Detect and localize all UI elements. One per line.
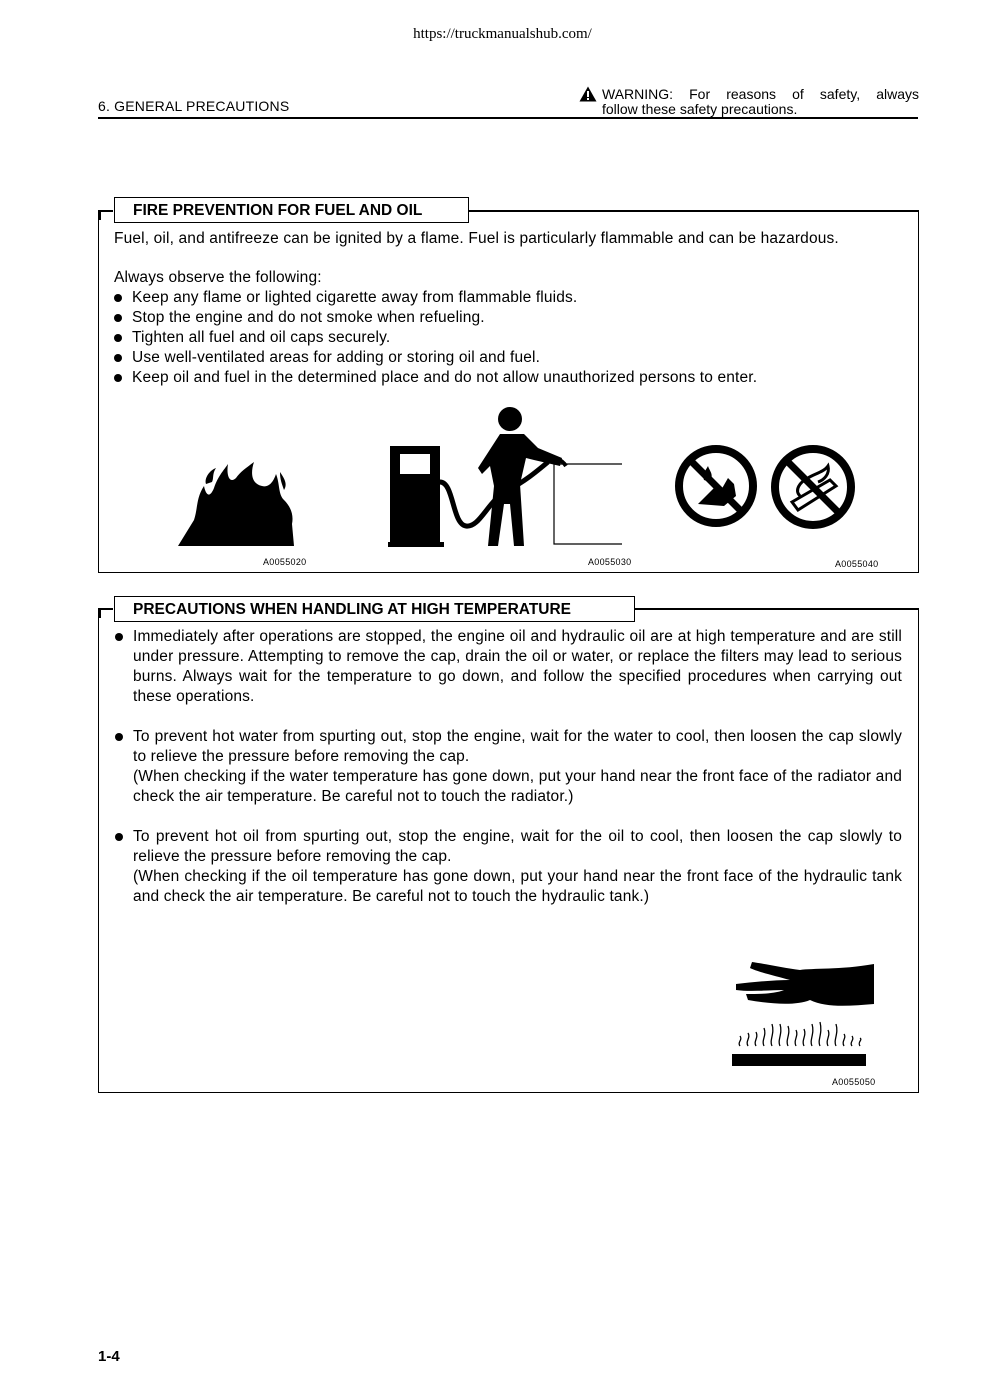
warning-notice (579, 86, 919, 117)
bullet-text: To prevent hot oil from spurting out, stop the engine, wait for the oil to cool, then loosen the cap slowly to relieve the pressure before removing the cap. (133, 828, 902, 865)
fire-intro: Fuel, oil, and antifreeze can be ignited by a flame. Fuel is particularly flammable and can be hazardous. (114, 230, 839, 247)
figure-caption: A0055040 (835, 559, 879, 569)
page-number: 1-4 (98, 1348, 120, 1365)
bullet-note: (When checking if the water temperature has gone down, put your hand near the front face of the radiator and check the air temperature. Be careful not to touch the radiator.) (133, 768, 902, 805)
list-item: Stop the engine and do not smoke when refueling. (112, 308, 902, 328)
no-smoking-icon (770, 444, 856, 530)
high-temperature-title: PRECAUTIONS WHEN HANDLING AT HIGH TEMPERATURE (114, 596, 635, 622)
warning-icon (579, 86, 597, 102)
list-item (113, 727, 902, 807)
figure-caption: A0055030 (588, 557, 632, 567)
warning-line-1: WARNING: For reasons of safety, always (602, 85, 919, 102)
list-item (113, 627, 902, 707)
warning-line-2: follow these safety precautions. (602, 101, 798, 117)
list-item: Keep oil and fuel in the determined place and do not allow unauthorized persons to enter. (112, 368, 902, 388)
list-item: Tighten all fuel and oil caps securely. (112, 328, 902, 348)
list-item: Use well-ventilated areas for adding or storing oil and fuel. (112, 348, 902, 368)
fire-observe: Always observe the following: (114, 269, 322, 286)
fire-bullet-list (112, 288, 902, 388)
fire-prevention-title: FIRE PREVENTION FOR FUEL AND OIL (114, 197, 469, 223)
heat-bullet-list (113, 627, 902, 907)
section-heading: 6. GENERAL PRECAUTIONS (98, 98, 290, 114)
bullet-text: To prevent hot water from spurting out, stop the engine, wait for the water to cool, then loosen the cap slowly to relieve the pressure before removing the cap. (133, 728, 902, 765)
refueling-illustration (388, 404, 628, 550)
source-url: https://truckmanualshub.com/ (413, 26, 592, 42)
list-item: Keep any flame or lighted cigarette away from flammable fluids. (112, 288, 902, 308)
figure-caption: A0055020 (263, 557, 307, 567)
flame-icon (176, 458, 300, 548)
bullet-note: (When checking if the oil temperature has gone down, put your hand near the front face of the hydraulic tank and check the air temperature. Be careful not to touch the hydraulic tank.) (133, 868, 902, 905)
hot-surface-hand-icon (730, 950, 880, 1072)
bullet-text: Immediately after operations are stopped, the engine oil and hydraulic oil are at high temperature and are still under pressure. Attempting to remove the cap, drain the oil or water, or replace the filters may lead to serious burns. Always wait for the temperature to go down, and follow the specified procedures when carrying out these operations. (133, 628, 902, 705)
figure-caption: A0055050 (832, 1077, 876, 1087)
list-item (113, 827, 902, 907)
no-open-flame-icon (674, 444, 758, 528)
header-rule (98, 117, 918, 119)
